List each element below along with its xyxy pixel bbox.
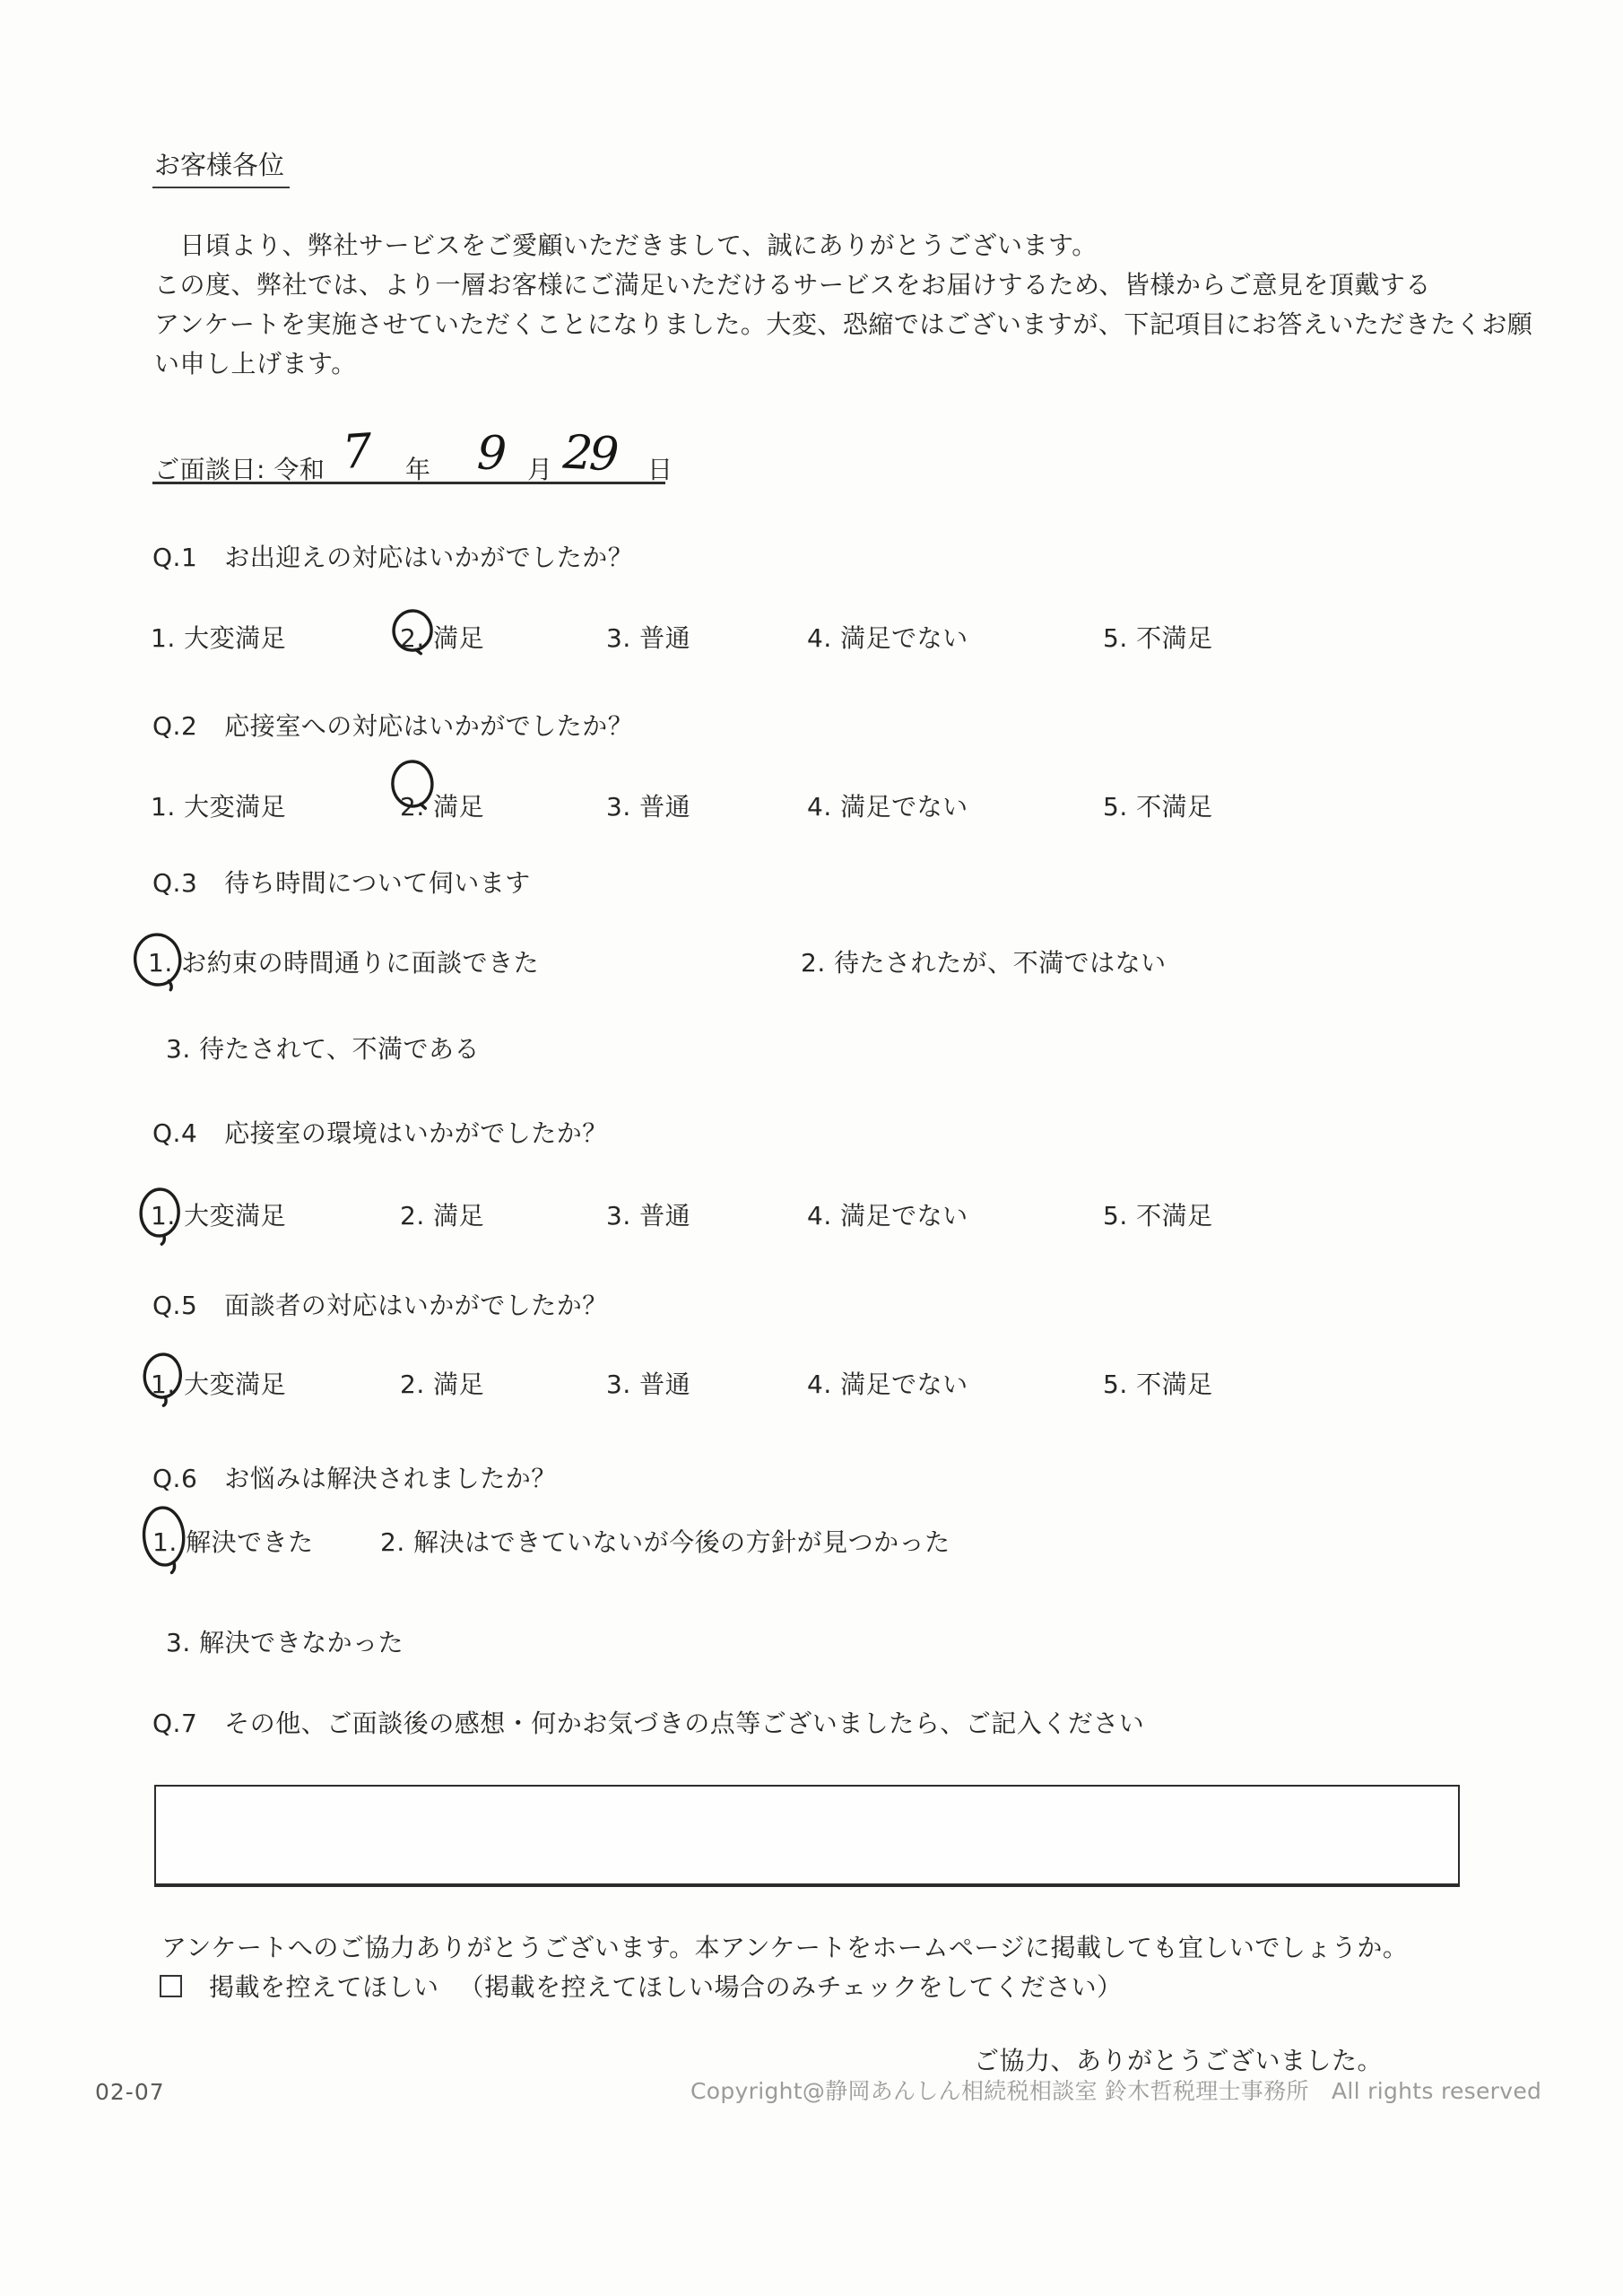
q1-option-2[interactable]: 2. 満足 [400,623,485,653]
q4-option-4[interactable]: 4. 満足でない [807,1201,968,1231]
q1-text: お出迎えの対応はいかがでしたか？ [224,543,634,572]
q1-option-4[interactable]: 4. 満足でない [807,623,968,653]
handwritten-answer-circle-q6 [137,1503,190,1578]
q5-option-2[interactable]: 2. 満足 [400,1370,485,1399]
q6-number: Q.6 [152,1464,198,1493]
q4-option-2[interactable]: 2. 満足 [400,1201,485,1231]
q1-option-1[interactable]: 1. 大変満足 [151,623,287,653]
date-month-unit: 月 [527,455,553,484]
intro-line: い申し上げます。 [154,349,357,378]
date-year-handwritten: 7 [340,423,375,481]
q3-option-2[interactable]: 2. 待たされたが、不満ではない [801,948,1167,978]
intro-paragraph [154,226,1533,384]
q5-option-4[interactable]: 4. 満足でない [807,1370,968,1399]
q7-number: Q.7 [152,1709,198,1738]
q6-text: お悩みは解決されましたか？ [224,1464,557,1493]
salutation: お客様各位 [152,145,290,188]
date-prefix: ご面談日: 令和 [154,455,325,484]
q5-option-1[interactable]: 1. 大変満足 [151,1370,287,1399]
q3-option-1[interactable]: 1. お約束の時間通りに面談できた [148,948,540,978]
intro-line: この度、弊社では、より一層お客様にご満足いただけるサービスをお届けするため、皆様からご意見を頂戴する [154,270,1431,300]
q3-title [152,864,531,900]
handwritten-answer-circle-q1 [388,606,437,656]
q6-option-1[interactable]: 1. 解決できた [152,1527,314,1557]
q5-number: Q.5 [152,1291,198,1320]
interview-date-line [152,423,673,484]
q1-title [152,538,633,574]
copyright-line: Copyright@静岡あんしん相続税相談室 鈴木哲税理士事務所 All rights reserved [690,2078,1542,2104]
q4-option-5[interactable]: 5. 不満足 [1103,1201,1213,1231]
q1-option-3[interactable]: 3. 普通 [606,623,691,653]
handwritten-answer-circle-q2 [387,758,437,814]
q2-option-1[interactable]: 1. 大変満足 [151,792,287,822]
publish-consent-question: アンケートへのご協力ありがとうございます。本アンケートをホームページに掲載しても宜しいでしょうか。 [161,1933,1409,1962]
date-year-unit: 年 [405,455,431,484]
q4-number: Q.4 [152,1118,198,1148]
handwritten-answer-circle-q3 [128,928,188,996]
q2-option-2[interactable]: 2. 満足 [400,792,485,822]
no-publish-checkbox-note: （掲載を控えてほしい場合のみチェックをしてください） [458,1972,1123,2002]
handwritten-answer-circle-q5 [137,1349,187,1408]
q2-text: 応接室への対応はいかがでしたか？ [224,711,634,741]
q6-option-3[interactable]: 3. 解決できなかった [166,1628,404,1657]
q4-title [152,1114,608,1150]
intro-line: 日頃より、弊社サービスをご愛顧いただきまして、誠にありがとうございます。 [154,230,1098,260]
q4-text: 応接室の環境はいかがでしたか？ [224,1118,608,1148]
q4-option-3[interactable]: 3. 普通 [606,1201,691,1231]
q5-text: 面談者の対応はいかがでしたか？ [224,1291,608,1320]
q2-title [152,707,633,743]
q5-option-3[interactable]: 3. 普通 [606,1370,691,1399]
no-publish-checkbox-label: 掲載を控えてほしい [209,1972,439,2002]
q2-option-3[interactable]: 3. 普通 [606,792,691,822]
q1-option-5[interactable]: 5. 不満足 [1103,623,1213,653]
q2-option-4[interactable]: 4. 満足でない [807,792,968,822]
closing-thanks: ご協力、ありがとうございました。 [974,2046,1384,2075]
date-day-unit: 日 [647,455,673,484]
q2-number: Q.2 [152,711,198,741]
intro-line: アンケートを実施させていただくことになりました。大変、恐縮ではございますが、下記項目にお答えいただきたくお願 [154,309,1533,339]
date-day-handwritten: 29 [561,425,617,483]
publish-consent-row [160,1968,1123,2004]
q5-option-5[interactable]: 5. 不満足 [1103,1370,1213,1399]
handwritten-answer-circle-q4 [135,1185,184,1247]
q5-title [152,1286,608,1322]
date-month-handwritten: 9 [475,426,508,482]
page-code: 02-07 [95,2079,165,2105]
q7-title [152,1704,1144,1740]
q7-text: その他、ご面談後の感想・何かお気づきの点等ございましたら、ご記入ください [224,1709,1145,1738]
q6-option-2[interactable]: 2. 解決はできていないが今後の方針が見つかった [380,1527,950,1557]
q1-number: Q.1 [152,543,198,572]
q3-option-3[interactable]: 3. 待たされて、不満である [166,1034,481,1064]
q6-title [152,1459,557,1495]
no-publish-checkbox[interactable] [160,1975,182,1997]
comment-input-box[interactable] [154,1785,1460,1887]
q3-number: Q.3 [152,868,198,898]
q4-option-1[interactable]: 1. 大変満足 [151,1201,287,1231]
q3-text: 待ち時間について伺います [224,868,531,898]
q2-option-5[interactable]: 5. 不満足 [1103,792,1213,822]
